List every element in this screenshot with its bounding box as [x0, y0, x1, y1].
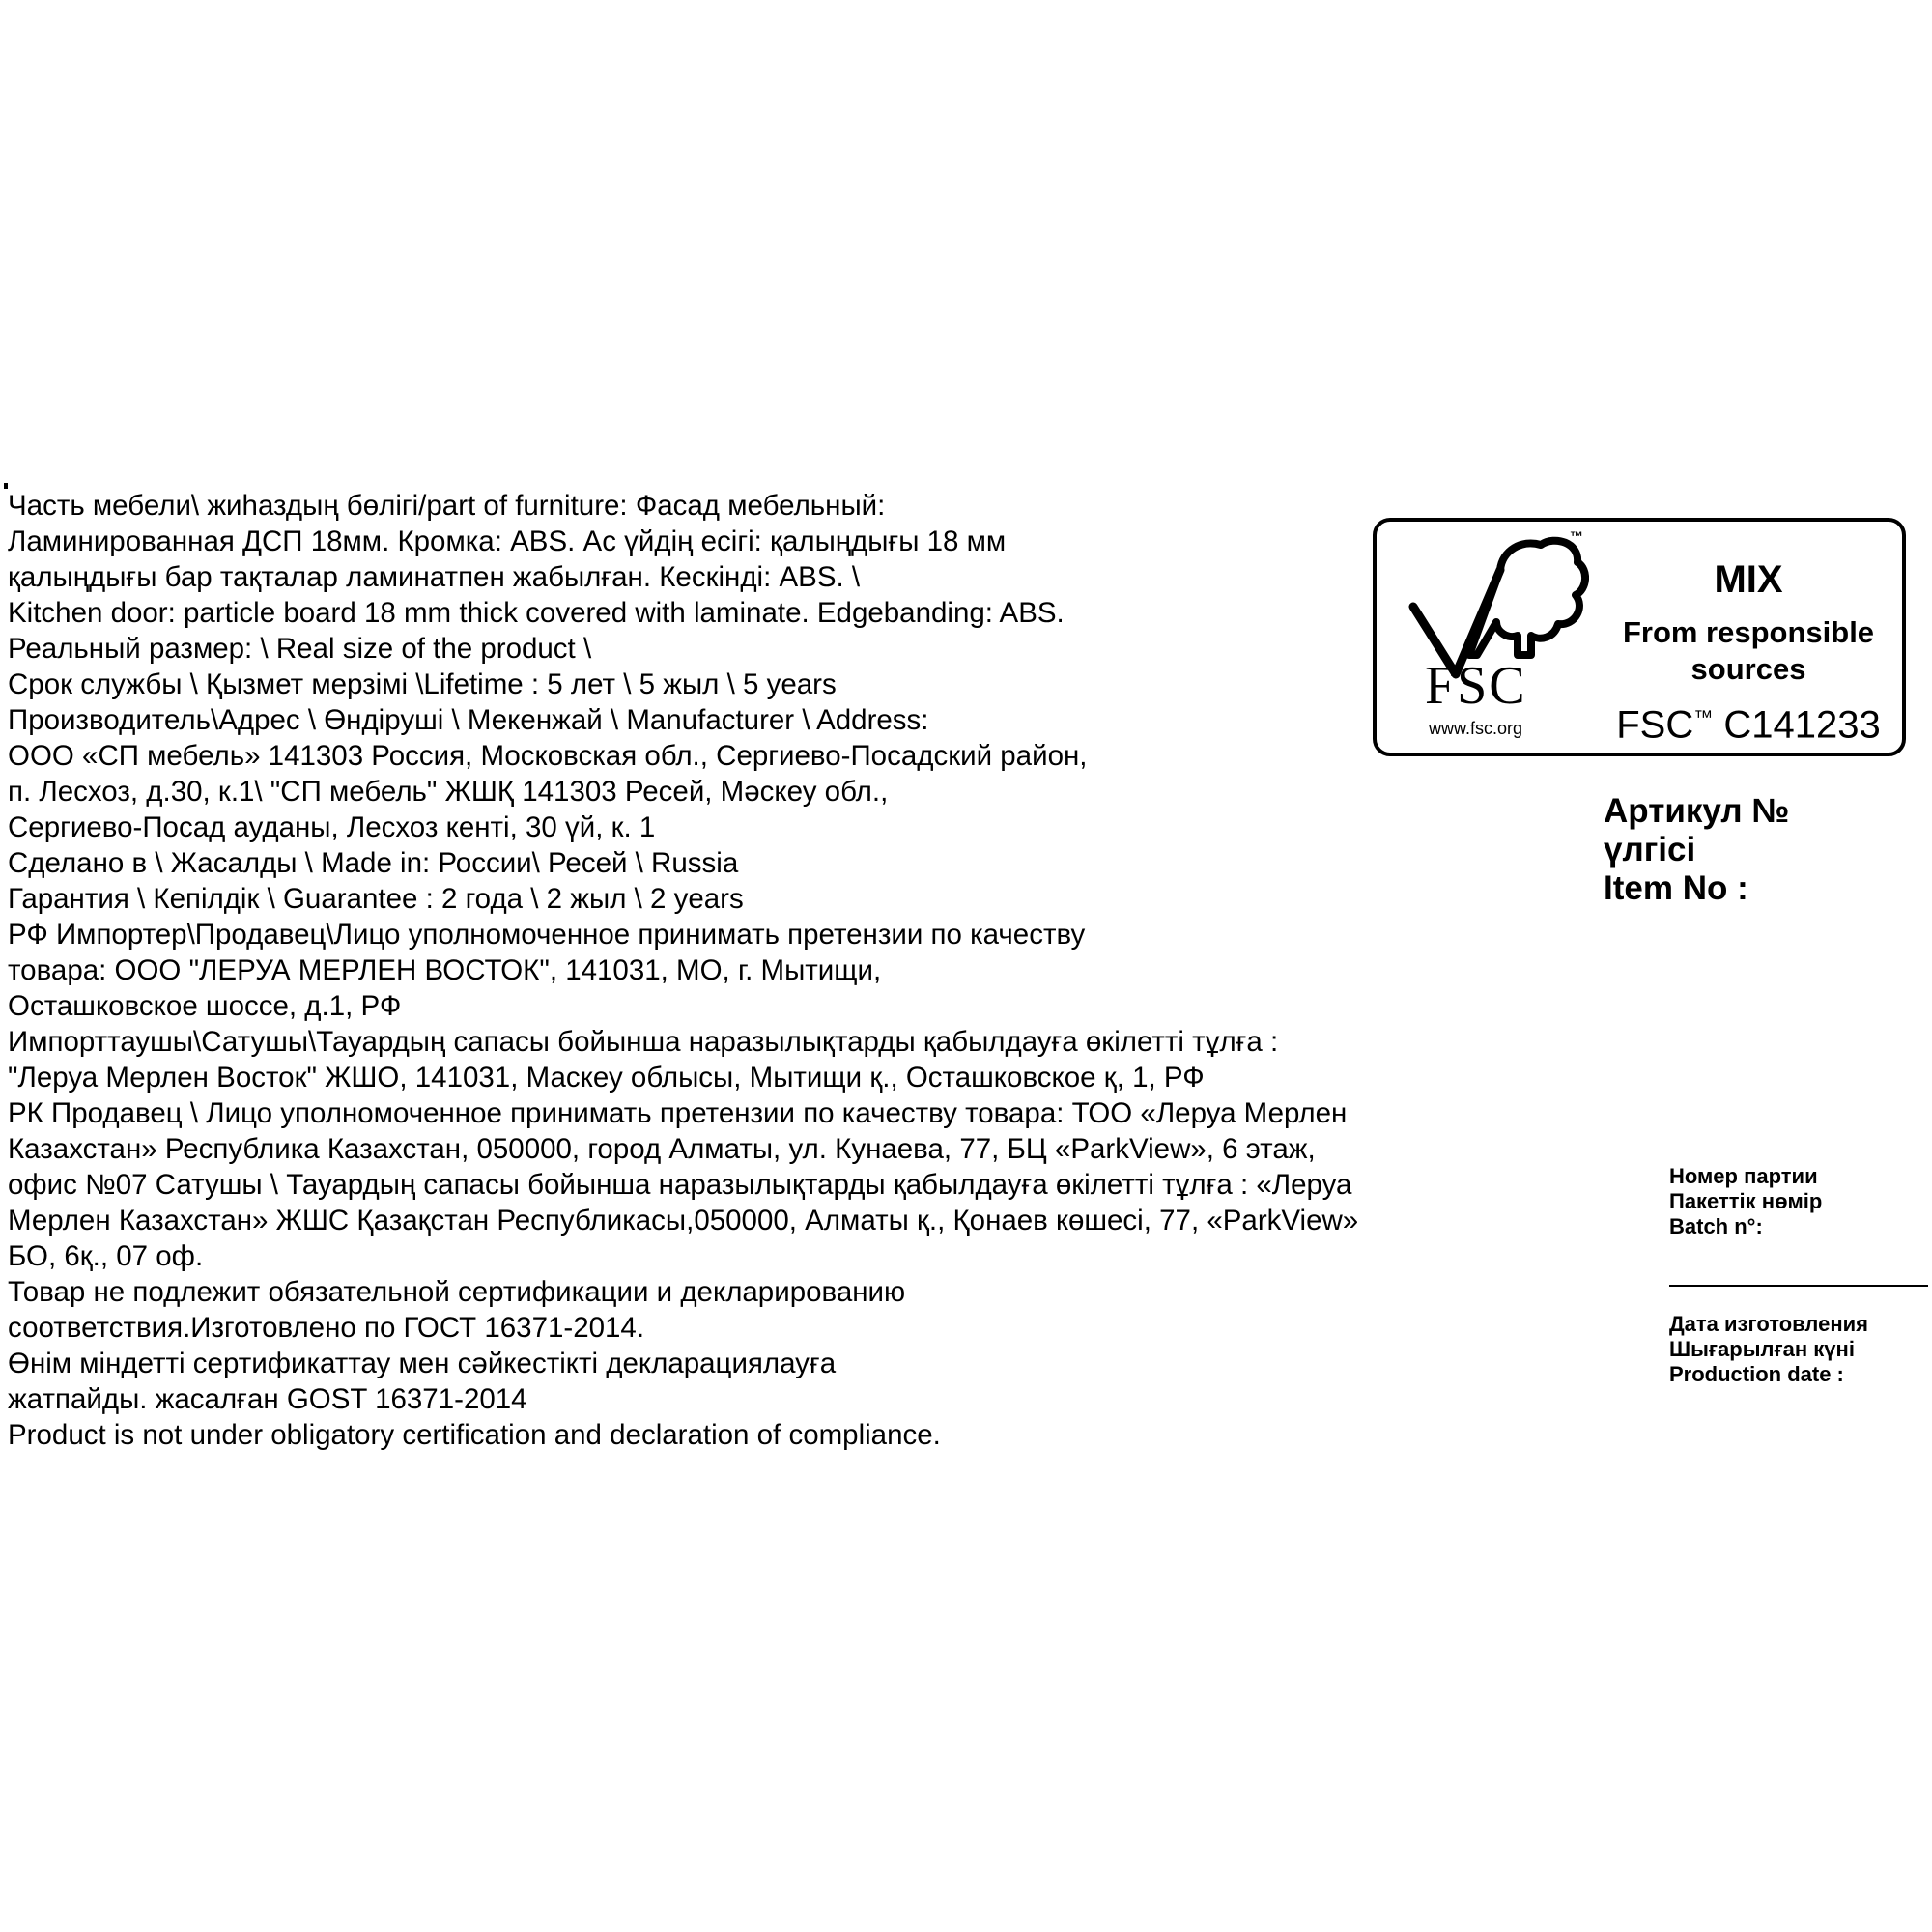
description-line: Kitchen door: particle board 18 mm thick covered with laminate. Edgebanding: ABS. [8, 597, 1065, 629]
batch-number-label: Номер партии Пакеттік нөмір Batch n°: [1669, 1164, 1823, 1238]
description-line: Мерлен Казахстан» ЖШС Қазақстан Республикасы,050000, Алматы қ., Қонаев көшесі, 77, «ParkView» [8, 1205, 1359, 1236]
description-line: Сделано в \ Жасалды \ Made in: России\ Ресей \ Russia [8, 847, 739, 879]
description-line: Товар не подлежит обязательной сертификации и декларированию [8, 1276, 906, 1308]
fsc-tree-check-icon [1396, 531, 1589, 744]
description-line: Реальный размер: \ Real size of the product \ [8, 633, 592, 665]
description-line: Часть мебели\ жиhаздың бөлігі/part of furniture: Фасад мебельный: [8, 490, 886, 522]
description-line: ООО «СП мебель» 141303 Россия, Московская обл., Сергиево-Посадский район, [8, 740, 1088, 772]
description-line: РК Продавец \ Лицо уполномоченное принимать претензии по качеству товара: ТОО «Леруа Мерлен [8, 1097, 1348, 1129]
fsc-label [1373, 518, 1906, 756]
description-line: жатпайды. жасалған GOST 16371-2014 [8, 1383, 527, 1415]
description-line: Сергиево-Посад ауданы, Лесхоз кенті, 30 үй, к. 1 [8, 811, 656, 843]
description-line: офис №07 Сатушы \ Тауардың сапасы бойынша наразылықтарды қабылдауға өкілетті тұлға : «Леруа [8, 1169, 1352, 1201]
description-line: БО, 6қ., 07 оф. [8, 1240, 204, 1272]
description-line: товара: ООО "ЛЕРУА МЕРЛЕН ВОСТОК", 141031, МО, г. Мытищи, [8, 954, 882, 986]
production-date-label: Дата изготовления Шығарылған күні Production date : [1669, 1312, 1868, 1386]
svg-text:™: ™ [1570, 531, 1583, 544]
description-line: Срок службы \ Қызмет мерзімі \Lifetime : 5 лет \ 5 жыл \ 5 years [8, 668, 837, 700]
description-line: РФ Импортер\Продавец\Лицо уполномоченное принимать претензии по качеству [8, 919, 1086, 951]
batch-divider [1669, 1285, 1928, 1287]
description-line: Импорттаушы\Сатушы\Тауардың сапасы бойынша наразылықтарды қабылдауға өкілетті тұлға : [8, 1026, 1279, 1058]
fsc-website: www.fsc.org [1429, 719, 1523, 738]
fsc-mix: MIX [1714, 558, 1783, 601]
article-number-label: Артикул № үлгісі Item No : [1604, 792, 1790, 907]
description-line: Өнім міндетті сертификаттау мен сәйкестікті декларациялауға [8, 1348, 837, 1379]
description-line: Гарантия \ Кепілдік \ Guarantee : 2 года \ 2 жыл \ 2 years [8, 883, 744, 915]
description-line: Ламинированная ДСП 18мм. Кромка: ABS. Ас үйдің есігі: қалыңдығы 18 мм [8, 526, 1007, 557]
description-line: "Леруа Мерлен Восток" ЖШО, 141031, Маскеу облысы, Мытищи қ., Осташковское қ, 1, РФ [8, 1062, 1205, 1094]
description-line: п. Лесхоз, д.30, к.1\ "СП мебель" ЖШҚ 141303 Ресей, Мәскеу обл., [8, 776, 889, 808]
fsc-responsible-sources: From responsible sources [1622, 615, 1875, 686]
description-line: соответствия.Изготовлено по ГОСТ 16371-2014. [8, 1312, 645, 1344]
description-line: Казахстан» Республика Казахстан, 050000, город Алматы, ул. Кунаева, 77, БЦ «ParkView», 6 этаж, [8, 1133, 1316, 1165]
description-line: Осташковское шоссе, д.1, РФ [8, 990, 402, 1022]
description-line: Product is not under obligatory certification and declaration of compliance. [8, 1419, 941, 1451]
fsc-logo-text: FSC [1425, 656, 1527, 716]
description-line: қалыңдығы бар тақталар ламинатпен жабылған. Кескінді: ABS. \ [8, 561, 861, 593]
fsc-license-code: FSC™ C141233 [1616, 703, 1881, 747]
description-line: Производитель\Адрес \ Өндіруші \ Мекенжай \ Manufacturer \ Address: [8, 704, 929, 736]
